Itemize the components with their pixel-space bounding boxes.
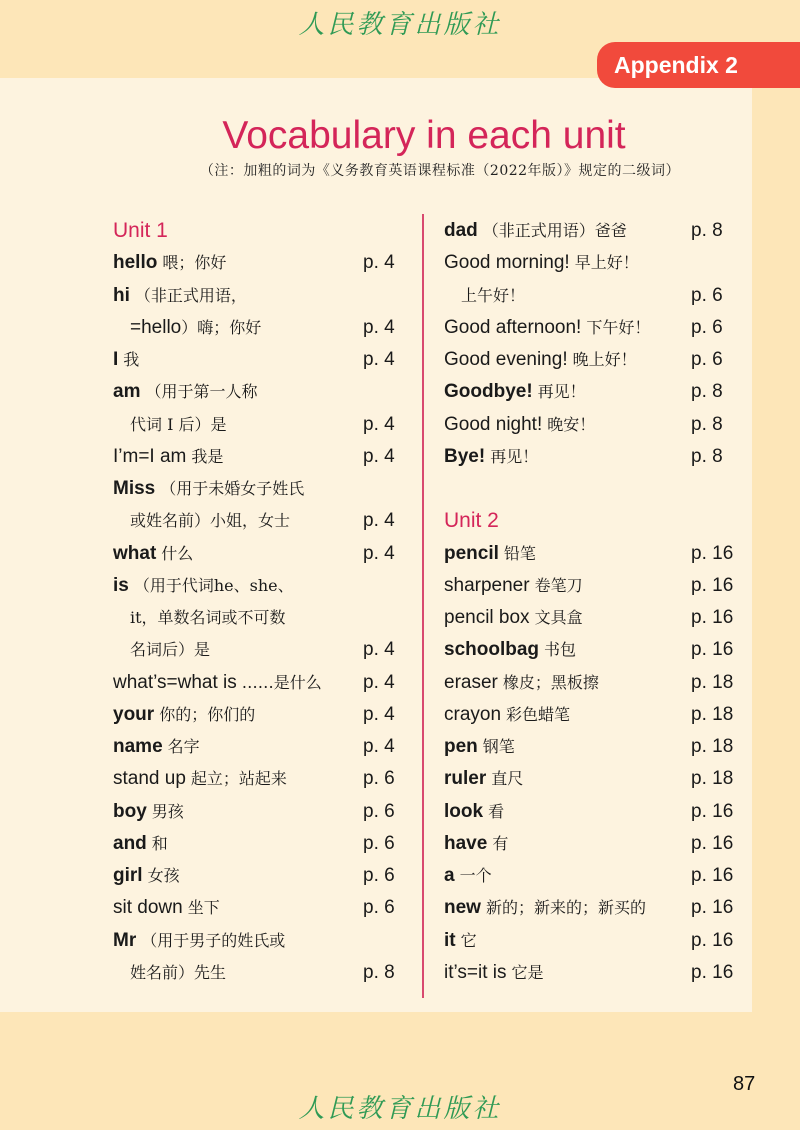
vocab-word: look: [444, 800, 484, 822]
vocab-entry: [444, 667, 732, 699]
vocab-entry-continuation: [113, 409, 403, 441]
vocab-word: boy: [113, 800, 147, 822]
vocab-word: what: [113, 542, 157, 564]
vocab-entry: [113, 892, 403, 924]
vocab-page-ref: p. 8: [691, 445, 723, 467]
vocab-entry: [444, 860, 732, 892]
vocab-page-ref: p. 4: [363, 671, 395, 693]
vocab-entry: [444, 634, 732, 666]
vocab-word: what’s=what is: [113, 671, 237, 693]
vocab-word: stand up: [113, 768, 186, 790]
column-divider: [422, 214, 424, 998]
vocab-page-ref: p. 16: [691, 929, 734, 951]
vocab-meaning: 有: [492, 833, 509, 853]
vocab-entry: [444, 699, 732, 731]
vocab-entry: [113, 860, 403, 892]
vocab-page-ref: p. 16: [691, 865, 734, 886]
publisher-logo-top: 人民教育出版社: [298, 10, 502, 40]
vocab-word: Mr: [113, 929, 137, 951]
vocab-entry: [113, 570, 403, 602]
vocab-page-ref: p. 6: [691, 349, 723, 370]
vocab-entry: [444, 344, 732, 376]
vocab-page-ref: p. 16: [691, 800, 734, 822]
vocab-meaning: 再见！: [537, 382, 586, 402]
vocab-meaning: 一个: [459, 866, 492, 885]
vocab-entry: [113, 376, 403, 408]
vocab-meaning: 和: [151, 833, 168, 853]
vocab-word: schoolbag: [444, 639, 540, 661]
vocab-entry-continuation: [113, 505, 403, 537]
vocab-entry: [113, 538, 403, 570]
vocab-page-ref: p. 6: [691, 316, 723, 338]
vocab-meaning: 名字: [167, 737, 200, 756]
vocab-word: Good afternoon!: [444, 316, 582, 338]
vocab-word: it’s=it is: [444, 961, 507, 983]
vocab-word: Goodbye!: [444, 381, 533, 403]
vocab-entry: [444, 570, 732, 602]
vocab-page-ref: p. 16: [691, 574, 734, 596]
vocab-meaning: （非正式用语）爸爸: [482, 221, 627, 240]
vocab-meaning: 它是: [511, 962, 544, 982]
vocab-meaning: 我: [123, 350, 140, 369]
vocab-word: Good evening!: [444, 349, 568, 370]
vocab-meaning: 坐下: [187, 898, 220, 918]
vocab-word: crayon: [444, 703, 502, 725]
vocab-entry: [444, 441, 732, 473]
vocab-word: a: [444, 865, 455, 886]
vocab-meaning: 喂；你好: [162, 253, 227, 273]
vocab-entry: [444, 957, 732, 989]
vocab-meaning: 代词 I 后）是: [130, 414, 227, 434]
vocab-word: Good morning!: [444, 252, 570, 274]
vocab-word: I’m=I am: [113, 445, 187, 467]
vocab-entry: [113, 699, 403, 731]
vocab-meaning: 晚上好！: [572, 350, 637, 369]
vocab-entry: [444, 731, 732, 763]
vocab-page-ref: p. 16: [691, 832, 734, 854]
vocab-word: Miss: [113, 478, 156, 499]
vocab-meaning: （非正式用语，: [134, 285, 247, 305]
vocab-entry: [444, 796, 732, 828]
vocab-meaning: 铅笔: [503, 543, 536, 563]
vocab-word: is: [113, 574, 129, 596]
vocab-meaning: 书包: [544, 640, 577, 660]
vocab-meaning: 名词后）是: [130, 640, 211, 660]
appendix-tag: Appendix 2: [597, 42, 800, 88]
vocab-word: name: [113, 736, 163, 757]
vocab-word: =hello: [130, 316, 182, 338]
vocab-meaning: 什么: [161, 543, 194, 563]
vocab-entry: [444, 538, 732, 570]
vocab-meaning: ……是什么: [241, 672, 322, 692]
vocab-meaning: 姓名前）先生: [130, 962, 227, 982]
vocab-entry: [113, 441, 403, 473]
vocab-meaning: 再见！: [490, 446, 539, 466]
vocab-entry: [444, 247, 732, 279]
vocab-word: Bye!: [444, 445, 486, 467]
vocab-page-ref: p. 4: [363, 736, 395, 757]
vocab-page-ref: p. 4: [363, 703, 395, 725]
page-number: 87: [733, 1073, 756, 1095]
vocab-page-ref: p. 6: [363, 768, 395, 790]
vocab-entry: [113, 925, 403, 957]
vocab-page-ref: p. 4: [363, 639, 395, 661]
vocab-meaning: 直尺: [491, 769, 524, 789]
vocab-page-ref: p. 6: [691, 284, 723, 306]
vocab-page-ref: p. 18: [691, 768, 734, 790]
vocab-word: pen: [444, 736, 478, 757]
vocab-page-ref: p. 16: [691, 607, 734, 628]
vocab-entry: [444, 215, 732, 247]
vocab-column-left: [113, 215, 403, 989]
vocab-entry: [113, 280, 403, 312]
vocab-word: it: [444, 929, 456, 951]
vocab-entry: [444, 409, 732, 441]
vocab-entry-continuation: [113, 957, 403, 989]
unit-heading: Unit 2: [444, 509, 499, 533]
vocab-meaning: 晚安！: [547, 414, 596, 434]
vocab-meaning: 女孩: [147, 866, 180, 885]
vocab-word: pencil box: [444, 607, 530, 628]
note: （注：加粗的词为《义务教育英语课程标准（2022年版）》规定的二级词）: [199, 163, 681, 179]
vocab-column-right: [444, 215, 732, 989]
vocab-entry: [113, 667, 403, 699]
vocab-word: new: [444, 897, 481, 919]
vocab-meaning: 看: [488, 801, 505, 821]
publisher-logo-bottom: 人民教育出版社: [298, 1094, 502, 1124]
vocab-meaning: 彩色蜡笔: [506, 704, 571, 724]
vocab-word: eraser: [444, 671, 498, 693]
vocab-meaning: 你的；你们的: [159, 704, 256, 724]
vocab-entry: [444, 828, 732, 860]
vocab-meaning: 下午好！: [586, 317, 651, 337]
vocab-page-ref: p. 6: [363, 832, 395, 854]
vocab-entry-continuation: [113, 634, 403, 666]
vocab-word: have: [444, 832, 488, 854]
vocab-word: sharpener: [444, 574, 530, 596]
vocab-meaning: （用于第一人称: [145, 382, 258, 402]
vocab-word: am: [113, 381, 141, 403]
vocab-meaning: 橡皮；黑板擦: [502, 672, 599, 692]
vocab-meaning: 我是: [191, 446, 224, 466]
vocab-entry: [113, 828, 403, 860]
vocab-page-ref: p. 4: [363, 252, 395, 274]
vocab-page-ref: p. 6: [363, 865, 395, 886]
vocab-page-ref: p. 4: [363, 542, 395, 564]
vocab-page-ref: p. 16: [691, 639, 734, 661]
vocab-meaning: it，单数名词或不可数: [130, 608, 286, 627]
vocab-page-ref: p. 18: [691, 736, 734, 757]
vocab-meaning: 卷笔刀: [534, 575, 583, 595]
vocab-word: hello: [113, 252, 158, 274]
vocab-entry: [113, 247, 403, 279]
vocab-page-ref: p. 16: [691, 897, 734, 919]
vocab-page-ref: p. 18: [691, 671, 734, 693]
vocab-meaning: 新的；新来的；新买的: [485, 898, 646, 918]
vocab-meaning: 男孩: [151, 801, 184, 821]
vocab-word: pencil: [444, 542, 499, 564]
vocab-word: hi: [113, 284, 130, 306]
vocab-meaning: （用于未婚女子姓氏: [160, 479, 305, 498]
vocab-entry: [444, 925, 732, 957]
vocab-entry-continuation: [444, 280, 732, 312]
unit-heading: Unit 1: [113, 219, 168, 242]
vocab-word: your: [113, 703, 155, 725]
vocab-page-ref: p. 4: [363, 349, 395, 370]
vocab-word: ruler: [444, 768, 487, 790]
vocab-entry: [113, 473, 403, 505]
vocab-page-ref: p. 4: [363, 413, 395, 435]
vocab-page-ref: p. 8: [691, 220, 723, 241]
vocab-entry: [444, 892, 732, 924]
vocab-meaning: （用于代词he、she、: [133, 575, 294, 595]
vocab-page-ref: p. 16: [691, 542, 734, 564]
vocab-entry: [113, 796, 403, 828]
vocab-meaning: 它: [460, 930, 477, 950]
vocab-entry-continuation: [113, 602, 403, 634]
vocab-page-ref: p. 16: [691, 961, 734, 983]
vocab-entry: [444, 763, 732, 795]
vocab-meaning: 上午好！: [461, 285, 526, 305]
vocab-page-ref: p. 8: [691, 413, 723, 435]
vocab-meaning: 文具盒: [534, 608, 583, 627]
vocab-word: Good night!: [444, 413, 543, 435]
vocab-meaning: 钢笔: [482, 737, 515, 756]
vocab-page-ref: p. 4: [363, 316, 395, 338]
vocab-page-ref: p. 4: [363, 445, 395, 467]
vocab-meaning: 或姓名前）小姐，女士: [130, 511, 291, 531]
page-title: Vocabulary in each unit: [222, 114, 626, 157]
vocab-page-ref: p. 6: [363, 897, 395, 919]
vocab-page-ref: p. 18: [691, 703, 734, 725]
vocab-page-ref: p. 4: [363, 510, 395, 532]
vocab-entry: [113, 344, 403, 376]
vocab-entry: [113, 763, 403, 795]
vocab-word: dad: [444, 220, 478, 241]
vocab-meaning: ）嗨；你好: [181, 317, 262, 337]
vocab-meaning: 起立；站起来: [190, 769, 287, 789]
vocab-entry-continuation: [113, 312, 403, 344]
vocab-word: sit down: [113, 897, 183, 919]
vocab-meaning: 早上好！: [574, 253, 639, 273]
vocab-page-ref: p. 8: [363, 961, 395, 983]
vocab-entry: [113, 731, 403, 763]
vocab-word: girl: [113, 865, 143, 886]
vocab-entry: [444, 602, 732, 634]
vocab-entry: [444, 312, 732, 344]
vocab-entry: [444, 376, 732, 408]
vocab-page-ref: p. 8: [691, 381, 723, 403]
vocab-word: I: [113, 349, 119, 370]
vocab-meaning: （用于男子的姓氏或: [141, 930, 286, 950]
vocab-page-ref: p. 6: [363, 800, 395, 822]
vocab-word: and: [113, 832, 147, 854]
